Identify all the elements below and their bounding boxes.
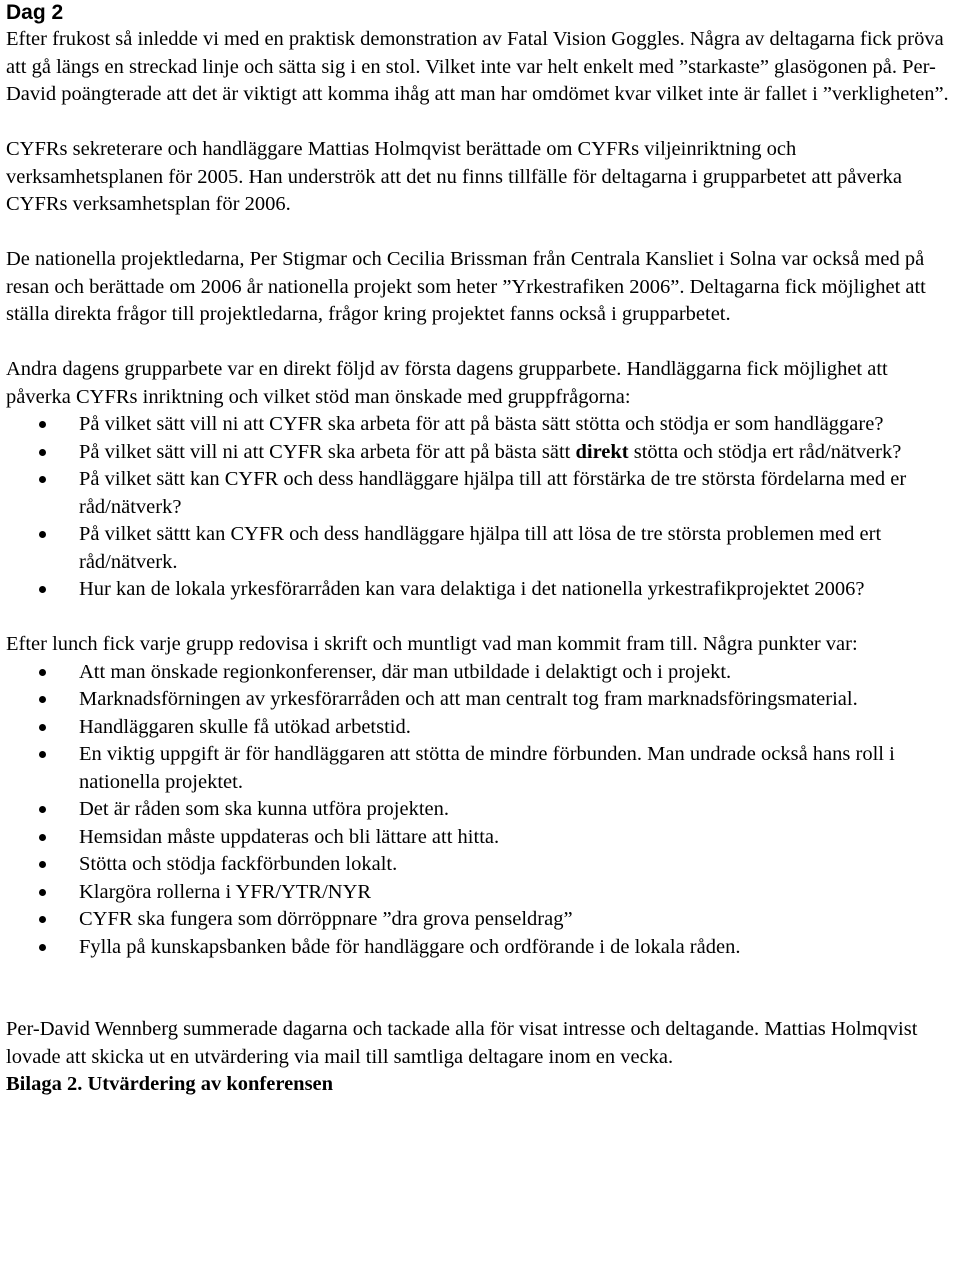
document-page xyxy=(6,0,956,1097)
point-item: Handläggaren skulle få utökad arbetstid. xyxy=(6,714,956,742)
appendix-heading: Bilaga 2. Utvärdering av konferensen xyxy=(6,1073,334,1095)
question-item: Hur kan de lokala yrkesförarråden kan vara delaktiga i det nationella yrkestrafikprojektet 2006? xyxy=(6,576,956,604)
day-heading: Dag 2 xyxy=(6,1,64,24)
question-list xyxy=(6,411,956,604)
point-item: Hemsidan måste uppdateras och bli lättare att hitta. xyxy=(6,824,956,852)
paragraph-nationella-projekt: De nationella projektledarna, Per Stigmar och Cecilia Brissman från Centrala Kansliet i Solna var också med på resan och berättade om 2006 år nationella projekt som heter ”Yrkestrafiken 2006”. Deltagarna fick möjlighet att ställa direkta frågor till projektledarna, frågor kring projektet fanns också i grupparbetet. xyxy=(6,248,926,325)
question-item xyxy=(6,439,956,467)
question-emphasis: direkt xyxy=(575,440,629,463)
paragraph-redovisning: Efter lunch fick varje grupp redovisa i skrift och muntligt vad man kommit fram till. Några punkter var: xyxy=(6,633,858,655)
point-item: CYFR ska fungera som dörröppnare ”dra grova penseldrag” xyxy=(6,906,956,934)
point-item: En viktig uppgift är för handläggaren att stötta de mindre förbunden. Man undrade också hans roll i nationella projektet. xyxy=(6,741,956,796)
question-item: På vilket sättt kan CYFR och dess handläggare hjälpa till att lösa de tre största problemen med ert råd/nätverk. xyxy=(6,521,956,576)
point-item: Marknadsförningen av yrkesförarråden och att man centralt tog fram marknadsföringsmaterial. xyxy=(6,686,956,714)
point-item: Klargöra rollerna i YFR/YTR/NYR xyxy=(6,879,956,907)
point-item: Att man önskade regionkonferenser, där man utbildade i delaktigt och i projekt. xyxy=(6,659,956,687)
question-text: stötta och stödja ert råd/nätverk? xyxy=(628,440,902,463)
paragraph-grupparbete: Andra dagens grupparbete var en direkt följd av första dagens grupparbete. Handläggarna fick möjlighet att påverka CYFRs inriktning och vilket stöd man önskade med gruppfrågorna: xyxy=(6,358,888,408)
paragraph-demonstration: Efter frukost så inledde vi med en praktisk demonstration av Fatal Vision Goggles. Några av deltagarna fick pröva att gå längs en streckad linje och sätta sig i en stol. Vilket inte var helt enkelt med ”starkaste” glasögonen på. Per-David poängterade att det är viktigt att komma ihåg att man har omdömet kvar vilket inte är fallet i ”verkligheten”. xyxy=(6,28,949,105)
question-item: På vilket sätt kan CYFR och dess handläggare hjälpa till att förstärka de tre största fördelarna med er råd/nätverk? xyxy=(6,466,956,521)
point-item: Fylla på kunskapsbanken både för handläggare och ordförande i de lokala råden. xyxy=(6,934,956,962)
paragraph-verksamhetsplan: CYFRs sekreterare och handläggare Mattias Holmqvist berättade om CYFRs viljeinriktning och verksamhetsplanen för 2005. Han underströk att det nu finns tillfälle för deltagarna i grupparbetet att påverka CYFRs verksamhetsplan för 2006. xyxy=(6,138,902,215)
point-item: Det är råden som ska kunna utföra projekten. xyxy=(6,796,956,824)
point-item: Stötta och stödja fackförbunden lokalt. xyxy=(6,851,956,879)
points-list xyxy=(6,659,956,962)
question-item: På vilket sätt vill ni att CYFR ska arbeta för att på bästa sätt stötta och stödja er som handläggare? xyxy=(6,411,956,439)
paragraph-summering: Per-David Wennberg summerade dagarna och tackade alla för visat intresse och deltagande. Mattias Holmqvist lovade att skicka ut en utvärdering via mail till samtliga deltagare inom en vecka. xyxy=(6,1018,918,1068)
question-text: På vilket sätt vill ni att CYFR ska arbeta för att på bästa sätt xyxy=(79,440,576,463)
